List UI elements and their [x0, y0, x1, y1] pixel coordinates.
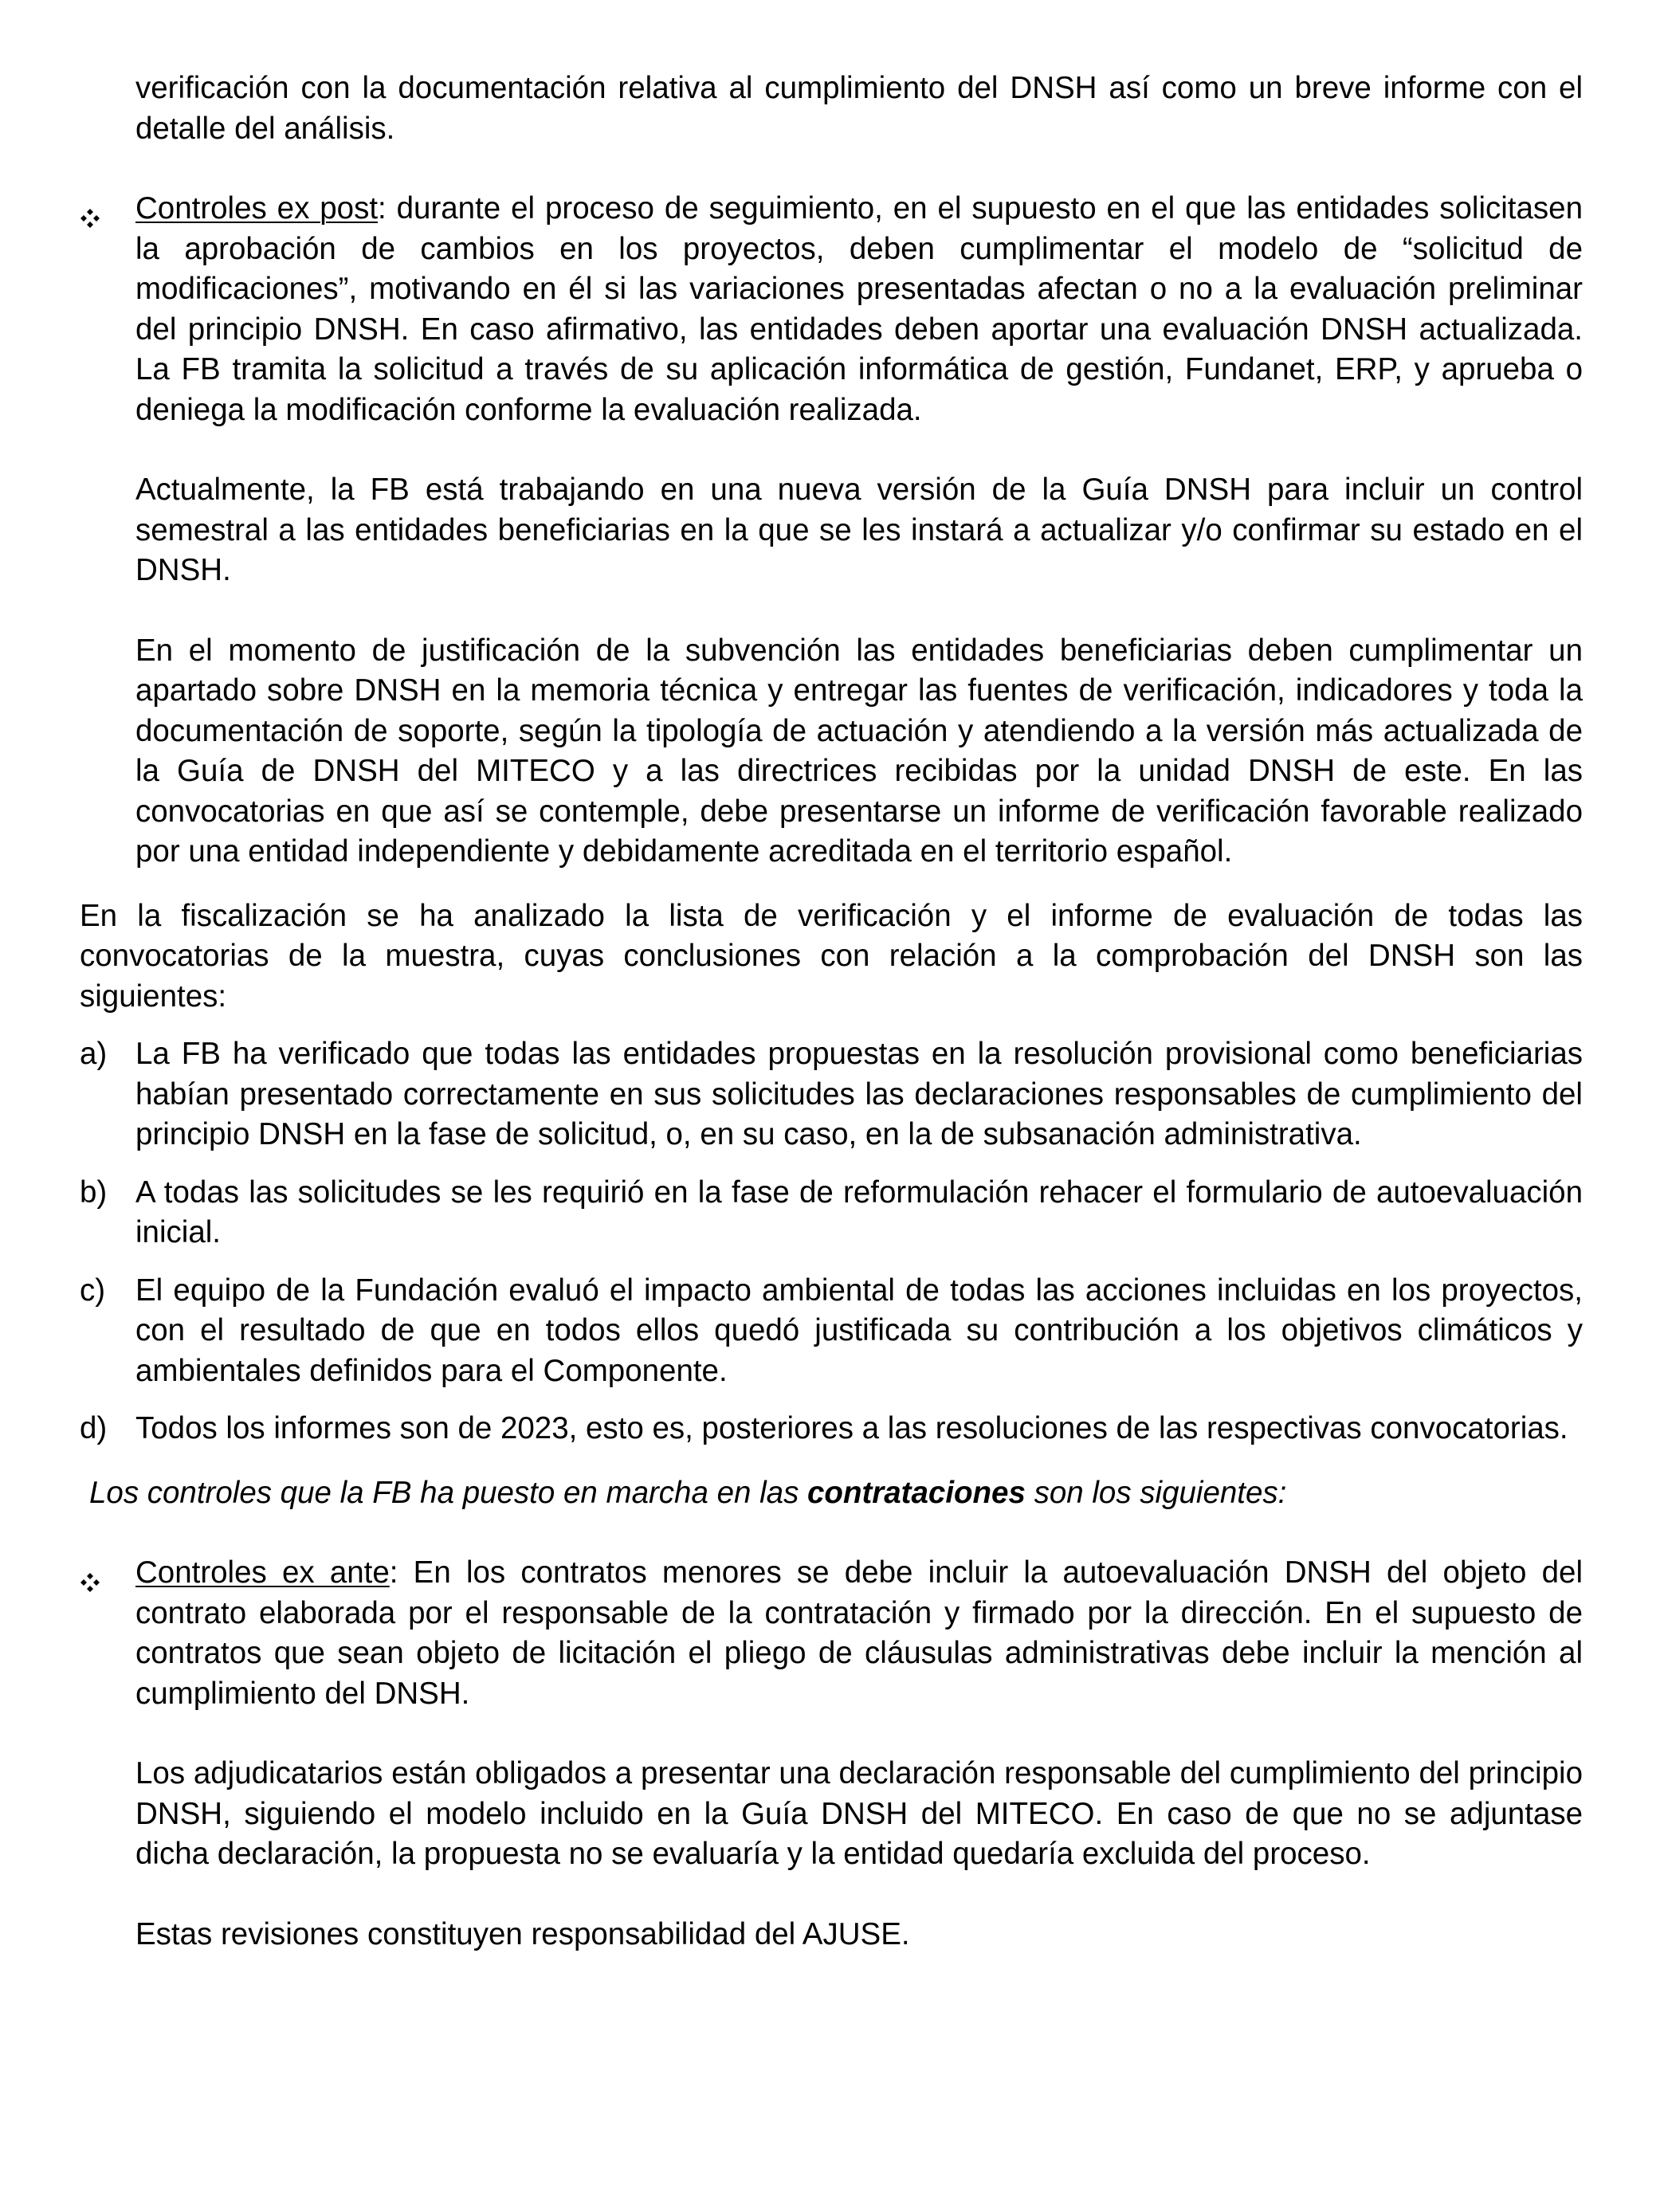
ex-post-controls-item [80, 189, 1583, 873]
ex-post-paragraph-justificacion: En el momento de justificación de la subvención las entidades beneficiarias deben cumplimentar un apartado sobre DNSH en la memoria técnica y entregar las fuentes de verificación, indicadores y toda la documentación de soporte, según la tipología de actuación y atendiendo a la versión más actualizada de la Guía de DNSH del MITECO y a las directrices recibidas por la unidad DNSH de este. En las convocatorias en que así se contemple, debe presentarse un informe de verificación favorable realizado por una entidad independiente y debidamente acreditada en el territorio español. [135, 633, 1583, 869]
conclusion-item-b [80, 1173, 1583, 1253]
four-diamond-bullet-icon [80, 1563, 100, 1584]
four-diamond-bullet-icon [80, 199, 100, 220]
opening-continuation-paragraph: verificación con la documentación relativa al cumplimiento del DNSH así como un breve informe con el detalle del análisis. [135, 71, 1583, 146]
list-marker: b) [80, 1175, 108, 1210]
list-marker: a) [80, 1037, 108, 1071]
ex-post-text: durante el proceso de seguimiento, en el supuesto en el que las entidades solicitasen la aprobación de cambios en los proyectos, deben cumplimentar el modelo de “solicitud de modificaciones”, motivando en él si las variaciones presentadas afectan o no a la evaluación preliminar del principio DNSH. En caso afirmativo, las entidades deben aportar una evaluación DNSH actualizada. La FB tramita la solicitud a través de su aplicación informática de gestión, Fundanet, ERP, y aprueba o deniega la modificación conforme la evaluación realizada. [135, 191, 1583, 427]
ex-post-controls-paragraph: Controles ex post: durante el proceso de seguimiento, en el supuesto en el que las entidades solicitasen la aprobación de cambios en los proyectos, deben cumplimentar el modelo de “solicitud de modificaciones”, motivando en él si las variaciones presentadas afectan o no a la evaluación preliminar del principio DNSH. En caso afirmativo, las entidades deben aportar una evaluación DNSH actualizada. La FB tramita la solicitud a través de su aplicación informática de gestión, Fundanet, ERP, y aprueba o deniega la modificación conforme la evaluación realizada. [135, 191, 1583, 427]
list-marker: d) [80, 1411, 108, 1445]
conclusion-item-c [80, 1271, 1583, 1392]
contrataciones-intro: Los controles que la FB ha puesto en marcha en las contrataciones son los siguientes: [89, 1475, 1287, 1510]
conclusion-text: Todos los informes son de 2023, esto es, posteriores a las resoluciones de las respectivas convocatorias. [135, 1411, 1568, 1445]
ex-post-heading: Controles ex post [135, 191, 379, 226]
ex-ante-heading: Controles ex ante [135, 1555, 390, 1590]
contrataciones-bold: contrataciones [807, 1475, 1026, 1510]
ex-post-paragraph-actualmente: Actualmente, la FB está trabajando en una nueva versión de la Guía DNSH para incluir un control semestral a las entidades beneficiarias en la que se les instará a actualizar y/o confirmar su estado en el DNSH. [135, 473, 1583, 587]
ex-ante-controls-paragraph: Controles ex ante: En los contratos menores se debe incluir la autoevaluación DNSH del objeto del contrato elaborada por el responsable de la contratación y firmado por la dirección. En el supuesto de contratos que sean objeto de licitación el pliego de cláusulas administrativas debe incluir la mención al cumplimiento del DNSH. [135, 1555, 1584, 1711]
conclusion-text: A todas las solicitudes se les requirió en la fase de reformulación rehacer el formulario de autoevaluación inicial. [135, 1175, 1583, 1249]
ex-ante-paragraph-adjudicatarios: Los adjudicatarios están obligados a presentar una declaración responsable del cumplimiento del principio DNSH, siguiendo el modelo incluido en la Guía DNSH del MITECO. En caso de que no se adjuntase dicha declaración, la propuesta no se evaluaría y la entidad quedaría excluida del proceso. [135, 1756, 1583, 1871]
ex-ante-controls-item [80, 1553, 1583, 1955]
conclusion-item-d [80, 1409, 1583, 1449]
fiscalizacion-intro-paragraph: En la fiscalización se ha analizado la lista de verificación y el informe de evaluación de todas las convocatorias de la muestra, cuyas conclusiones con relación a la comprobación del DNSH son las siguientes: [80, 898, 1583, 1014]
ex-ante-paragraph-ajuse: Estas revisiones constituyen responsabilidad del AJUSE. [135, 1916, 910, 1951]
conclusion-text: El equipo de la Fundación evaluó el impacto ambiental de todas las acciones incluidas en los proyectos, con el resultado de que en todos ellos quedó justificada su contribución a los objetivos climáticos y ambientales definidos para el Componente. [135, 1273, 1583, 1388]
ex-ante-text: En los contratos menores se debe incluir la autoevaluación DNSH del objeto del contrato elaborada por el responsable de la contratación y firmado por la dirección. En el supuesto de contratos que sean objeto de licitación el pliego de cláusulas administrativas debe incluir la mención al cumplimiento del DNSH. [135, 1555, 1584, 1711]
conclusion-item-a [80, 1034, 1583, 1155]
document-page [80, 69, 1583, 1955]
conclusion-text: La FB ha verificado que todas las entidades propuestas en la resolución provisional como beneficiarias habían presentado correctamente en sus solicitudes las declaraciones responsables de cumplimiento del principio DNSH en la fase de solicitud, o, en su caso, en la de subsanación administrativa. [135, 1037, 1583, 1151]
list-marker: c) [80, 1273, 106, 1308]
